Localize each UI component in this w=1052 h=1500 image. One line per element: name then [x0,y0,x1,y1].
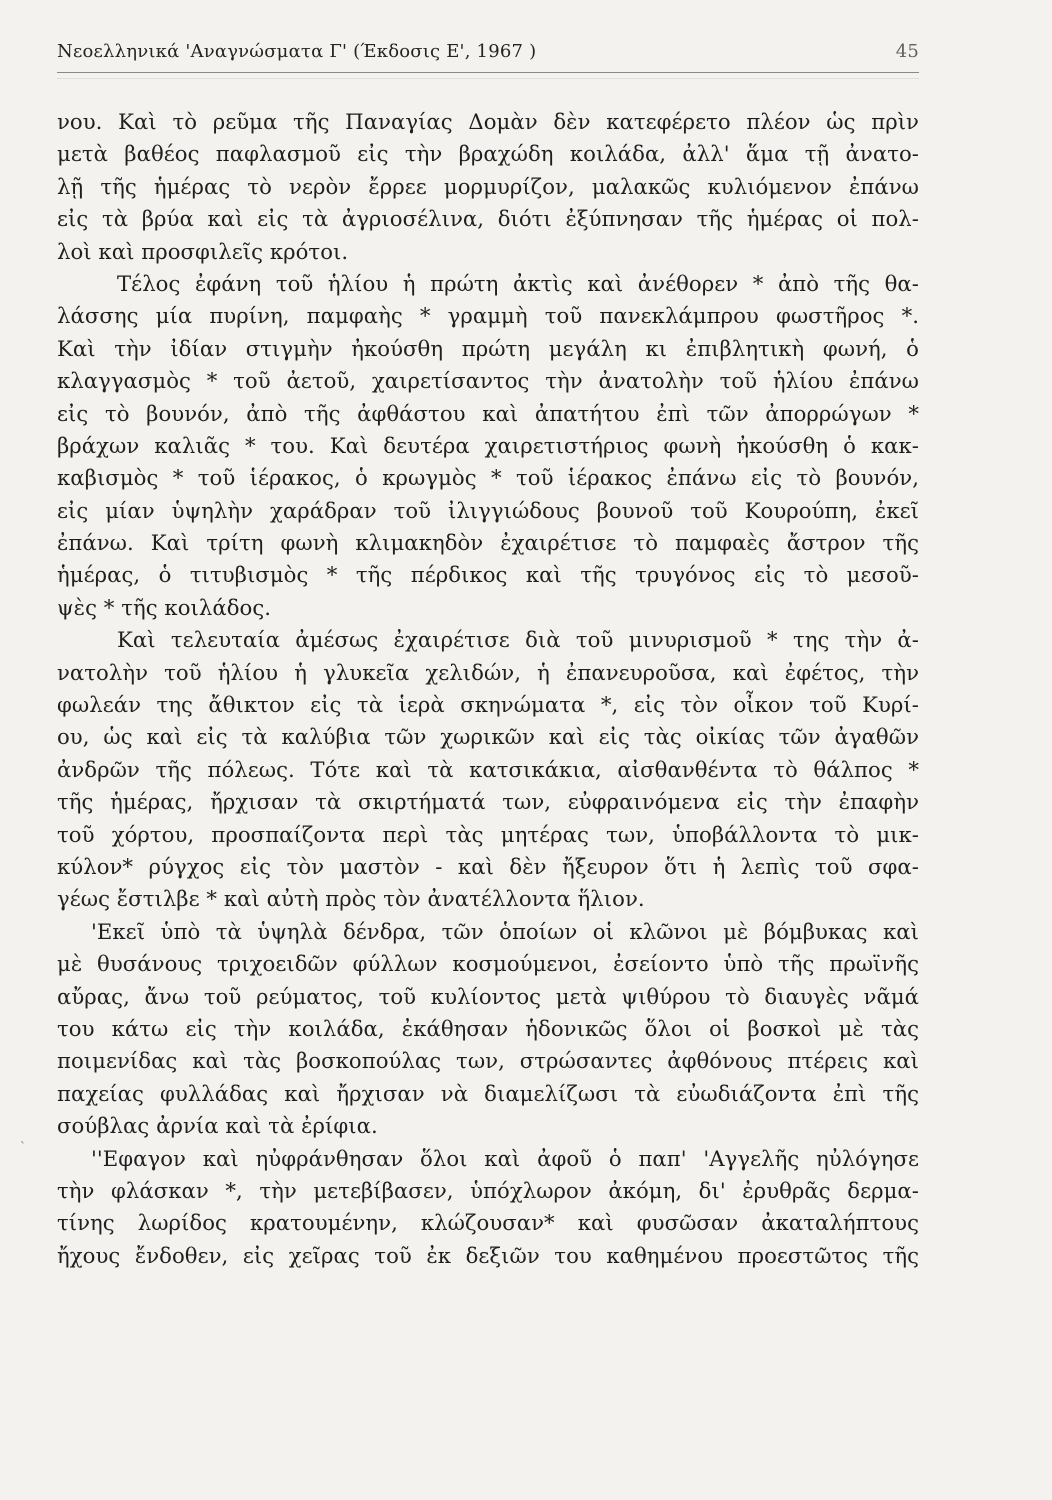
text-line-29: του κάτω εἰς τὴν κοιλάδα, ἐκάθησαν ἡδονικῶς ὅλοι οἱ βοσκοὶ μὲ τὰς [57,1015,919,1041]
text-line-24: κύλον* ρύγχος εἰς τὸν μαστὸν - καὶ δὲν ἤξευρον ὅτι ἡ λεπὶς τοῦ σφα- [57,853,919,879]
text-line-21: ἀνδρῶν τῆς πόλεως. Τότε καὶ τὰ κατσικάκια, αἰσθανθέντα τὸ θάλπος * [57,756,919,782]
running-header [57,38,919,66]
text-line-22: τῆς ἡμέρας, ἤρχισαν τὰ σκιρτήματά των, εὐφραινόμενα εἰς τὴν ἐπαφὴν [57,789,919,815]
text-line-26: 'Εκεῖ ὑπὸ τὰ ὑψηλὰ δένδρα, τῶν ὁποίων οἱ κλῶνοι μὲ βόμβυκας καὶ [91,918,919,944]
text-line-3: λῇ τῆς ἡμέρας τὸ νερὸν ἔρρεε μορμυρίζον, μαλακῶς κυλιόμενον ἐπάνω [57,173,919,199]
text-line-12: καβισμὸς * τοῦ ἱέρακος, ὁ κρωγμὸς * τοῦ ἱέρακος ἐπάνω εἰς τὸ βουνόν, [57,465,919,491]
text-line-7: λάσσης μία πυρίνη, παμφαὴς * γραμμὴ τοῦ πανεκλάμπρου φωστῆρος *. [57,303,919,329]
text-line-36: ἤχους ἔνδοθεν, εἰς χεῖρας τοῦ ἐκ δεξιῶν του καθημένου προεστῶτος τῆς [57,1242,919,1268]
text-line-17: Καὶ τελευταία ἀμέσως ἐχαιρέτισε διὰ τοῦ μινυρισμοῦ * της τὴν ἀ- [117,627,919,653]
text-line-16: ψὲς * τῆς κοιλάδος. [57,594,272,620]
text-line-1: νου. Καὶ τὸ ρεῦμα τῆς Παναγίας Δομὰν δὲν κατεφέρετο πλέον ὡς πρὶν [57,109,919,134]
text-line-10: εἰς τὸ βουνόν, ἀπὸ τῆς ἀφθάστου καὶ ἀπατήτου ἐπὶ τῶν ἀπορρώγων * [57,400,919,426]
body-text [57,106,919,1272]
text-line-27: μὲ θυσάνους τριχοειδῶν φύλλων κοσμούμενοι, ἐσείοντο ὑπὸ τῆς πρωϊνῆς [57,951,919,977]
text-line-8: Καὶ τὴν ἰδίαν στιγμὴν ἠκούσθη πρώτη μεγάλη κι ἐπιβλητικὴ φωνή, ὁ [57,335,919,361]
text-line-30: ποιμενίδας καὶ τὰς βοσκοπούλας των, στρώσαντες ἀφθόνους πτέρεις καὶ [57,1048,919,1074]
header-rule [57,72,919,73]
text-line-18: νατολὴν τοῦ ἡλίου ἡ γλυκεῖα χελιδών, ἡ ἐπανευροῦσα, καὶ ἐφέτος, τὴν [57,659,919,685]
text-line-35: τίνης λωρίδος κρατουμένην, κλώζουσαν* καὶ φυσῶσαν ἀκαταλήπτους [57,1210,919,1236]
text-line-15: ἡμέρας, ὁ τιτυβισμὸς * τῆς πέρδικος καὶ τῆς τρυγόνος εἰς τὸ μεσοῦ- [57,562,919,588]
text-line-31: παχείας φυλλάδας καὶ ἤρχισαν νὰ διαμελίζωσι τὰ εὐωδιάζοντα ἐπὶ τῆς [57,1080,919,1106]
text-line-2: μετὰ βαθέος παφλασμοῦ εἰς τὴν βραχώδη κοιλάδα, ἀλλ' ἅμα τῇ ἀνατο- [57,141,919,167]
text-line-11: βράχων καλιᾶς * του. Καὶ δευτέρα χαιρετιστήριος φωνὴ ἠκούσθη ὁ κακ- [57,432,919,458]
page-number: 45 [895,41,919,62]
text-line-9: κλαγγασμὸς * τοῦ ἀετοῦ, χαιρετίσαντος τὴν ἀνατολὴν τοῦ ἡλίου ἐπάνω [57,368,919,394]
text-line-13: εἰς μίαν ὑψηλὴν χαράδραν τοῦ ἰλιγγιώδους βουνοῦ τοῦ Κουρούπη, ἐκεῖ [57,497,919,523]
text-line-14: ἐπάνω. Καὶ τρίτη φωνὴ κλιμακηδὸν ἐχαιρέτισε τὸ παμφαὲς ἄστρον τῆς [57,530,919,556]
text-line-28: αὔρας, ἄνω τοῦ ρεύματος, τοῦ κυλίοντος μετὰ ψιθύρου τὸ διαυγὲς νᾶμά [57,983,919,1009]
scan-margin-mark: ` [20,1140,26,1154]
text-line-32: σούβλας ἀρνία καὶ τὰ ἐρίφια. [57,1113,378,1139]
text-line-20: ου, ὡς καὶ εἰς τὰ καλύβια τῶν χωρικῶν καὶ εἰς τὰς οἰκίας τῶν ἀγαθῶν [57,724,919,750]
text-line-4: εἰς τὰ βρύα καὶ εἰς τὰ ἀγριοσέλινα, διότι ἐξύπνησαν τῆς ἡμέρας οἱ πολ- [57,206,919,232]
text-line-23: τοῦ χόρτου, προσπαίζοντα περὶ τὰς μητέρας των, ὑποβάλλοντα τὸ μικ- [57,821,919,847]
header-shadow-line [57,78,919,79]
text-line-33: ''Εφαγον καὶ ηὐφράνθησαν ὅλοι καὶ ἀφοῦ ὁ παπ' 'Αγγελῆς ηὐλόγησε [91,1145,919,1171]
text-line-5: λοὶ καὶ προσφιλεῖς κρότοι. [57,238,349,264]
text-line-19: φωλεάν της ἄθικτον εἰς τὰ ἱερὰ σκηνώματα *, εἰς τὸν οἶκον τοῦ Κυρί- [57,692,919,718]
text-line-25: γέως ἔστιλβε * καὶ αὐτὴ πρὸς τὸν ἀνατέλλοντα ἥλιον. [57,886,645,912]
text-line-6: Τέλος ἐφάνη τοῦ ἡλίου ἡ πρώτη ἀκτὶς καὶ ἀνέθορεν * ἀπὸ τῆς θα- [117,270,919,296]
text-line-34: τὴν φλάσκαν *, τὴν μετεβίβασεν, ὑπόχλωρον ἀκόμη, δι' ἐρυθρᾶς δερμα- [57,1177,919,1203]
header-title: Νεοελληνικά 'Αναγνώσματα Γ' (Έκδοσις Ε', 1967 ) [57,41,537,62]
